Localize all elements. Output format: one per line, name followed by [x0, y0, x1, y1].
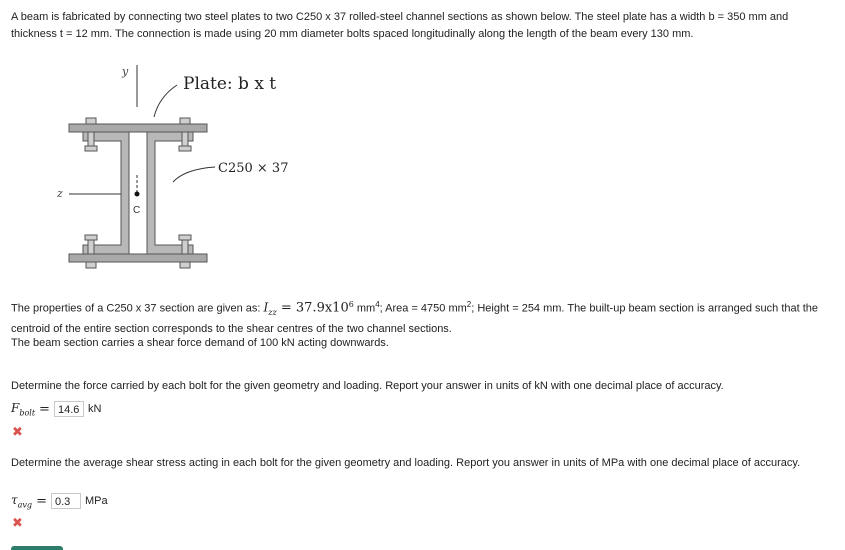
question-2-unit: MPa: [84, 495, 108, 507]
centroid-point: [135, 192, 140, 197]
beam-figure: [55, 47, 317, 291]
shear-stress-input[interactable]: 0.3: [51, 493, 81, 509]
channel-label: C250 × 37: [218, 161, 289, 176]
izz-symbol: I: [263, 300, 269, 315]
plate-label: Plate: b x t: [183, 74, 277, 94]
izz-unit: mm: [353, 302, 376, 315]
question-1-equals: =: [39, 401, 50, 417]
properties-prefix: The properties of a C250 x 37 section are given as:: [11, 302, 264, 315]
question-2-equals: =: [36, 493, 47, 509]
question-2-prompt: Determine the average shear stress acting in each bolt for the given geometry and loading. Report you answer in units of MPa with one decimal place of accuracy.: [11, 457, 801, 469]
area-text: ; Area = 4750 mm: [379, 302, 467, 315]
question-2-answer-row: [11, 491, 108, 511]
question-2-symbol: $\tau_{avg}$: [11, 492, 33, 510]
problem-intro: A beam is fabricated by connecting two steel plates to two C250 x 37 rolled-steel channel sections as shown below. The steel plate has a width b = 350 mm and thickness t = 12 mm. The connection is made using 20 mm diameter bolts spaced longitudinally along the length of the beam every 130 mm.: [11, 11, 789, 40]
axis-z-label: z: [57, 187, 63, 200]
izz-exponent: 6: [348, 300, 354, 309]
submit-button[interactable]: [11, 546, 63, 550]
beam-cross-section-diagram: [55, 47, 317, 291]
question-1-answer-row: [11, 399, 101, 419]
axis-y-label: y: [122, 65, 129, 78]
shear-demand: The beam section carries a shear force demand of 100 kN acting downwards.: [11, 337, 389, 349]
izz-unit-exponent: 4: [375, 300, 380, 309]
bottom-plate: [69, 254, 207, 262]
izz-value: = 37.9x10: [276, 300, 349, 316]
section-properties: [11, 296, 836, 338]
question-1-unit: kN: [87, 403, 102, 415]
izz-subscript: zz: [268, 307, 277, 317]
incorrect-icon: ✖: [12, 515, 23, 530]
plate-leader-line: [154, 85, 177, 117]
bolt-force-input[interactable]: 14.6: [54, 401, 84, 417]
area-exponent: 2: [466, 300, 472, 309]
top-plate: [69, 124, 207, 132]
incorrect-icon: ✖: [12, 424, 23, 439]
question-1-prompt: Determine the force carried by each bolt for the given geometry and loading. Report your answer in units of kN with one decimal place of accuracy.: [11, 380, 724, 392]
question-1-symbol: $F_{bolt}$: [11, 400, 36, 418]
channel-leader-line: [173, 167, 215, 182]
centroid-label: C: [133, 205, 141, 216]
properties-suffix: ; Height = 254 mm. The built-up beam section is arranged such that the centroid of the entire section corresponds to the shear centres of the two channel sections.: [11, 302, 819, 335]
